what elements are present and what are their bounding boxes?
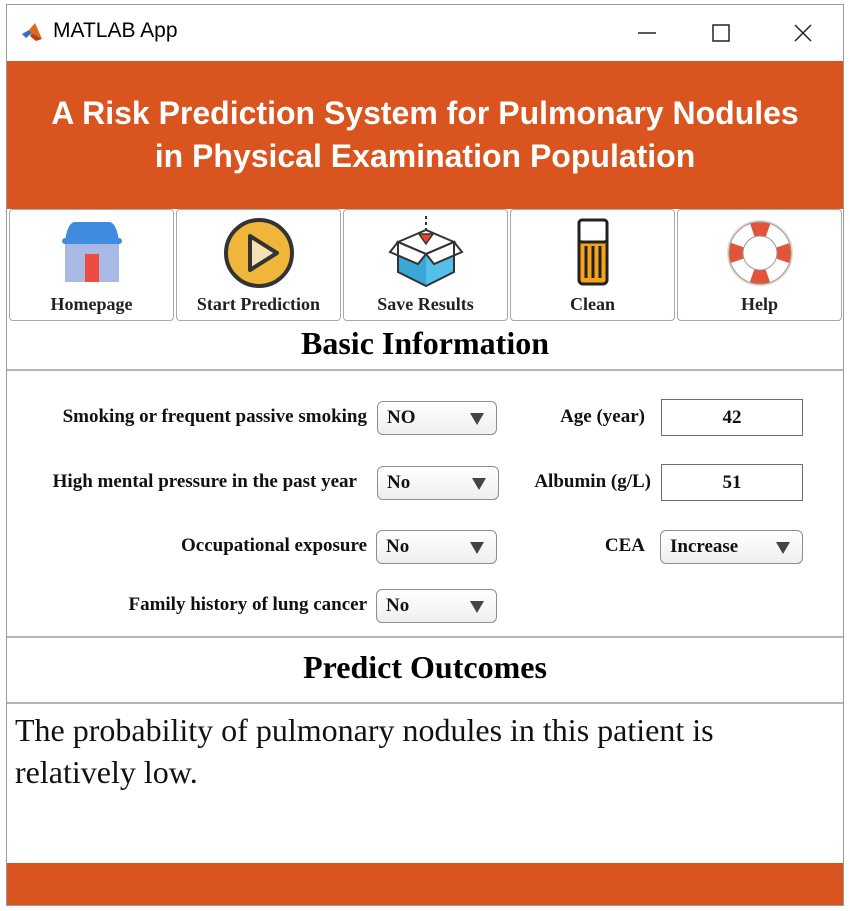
- play-icon: [221, 216, 297, 290]
- maximize-button[interactable]: [691, 13, 751, 53]
- chevron-down-icon: [470, 542, 484, 554]
- predict-outcomes-heading: Predict Outcomes: [303, 649, 547, 685]
- homepage-button[interactable]: [9, 209, 174, 321]
- close-button[interactable]: [773, 13, 833, 53]
- trash-icon: [555, 216, 631, 290]
- lifebuoy-icon: [722, 216, 798, 290]
- matlab-icon: [21, 21, 43, 43]
- page-title: A Risk Prediction System for Pulmonary Nodules in Physical Examination Population: [51, 95, 799, 174]
- chevron-down-icon: [472, 478, 486, 490]
- age-label: Age (year): [560, 406, 645, 427]
- divider: [7, 702, 843, 704]
- start-prediction-label: Start Prediction: [196, 294, 321, 314]
- save-results-label: Save Results: [377, 294, 474, 314]
- app-header: [7, 61, 843, 209]
- occupational-exposure-dropdown[interactable]: [376, 530, 497, 564]
- albumin-input[interactable]: 51: [661, 464, 803, 501]
- home-icon: [54, 216, 130, 290]
- app-window: [6, 4, 844, 906]
- smoking-value: NO: [387, 407, 416, 428]
- occupational-exposure-label: Occupational exposure: [181, 535, 367, 556]
- family-history-label: Family history of lung cancer: [128, 594, 367, 615]
- toolbar: [7, 209, 843, 322]
- divider: [7, 369, 843, 371]
- basic-information-heading: Basic Information: [301, 325, 549, 361]
- albumin-label: Albumin (g/L): [534, 471, 651, 492]
- chevron-down-icon: [470, 601, 484, 613]
- cea-dropdown[interactable]: [660, 530, 803, 564]
- chevron-down-icon: [470, 413, 484, 425]
- close-icon: [793, 23, 813, 43]
- mental-pressure-value: No: [387, 472, 411, 493]
- divider: [7, 636, 843, 638]
- help-label: Help: [740, 294, 778, 314]
- mental-pressure-label: High mental pressure in the past year: [52, 471, 357, 492]
- save-box-icon: [388, 216, 464, 290]
- cea-value: Increase: [670, 536, 739, 557]
- title-bar: [7, 5, 843, 61]
- homepage-label: Homepage: [50, 294, 133, 314]
- age-input[interactable]: 42: [661, 399, 803, 436]
- cea-label: CEA: [604, 535, 645, 556]
- mental-pressure-dropdown[interactable]: [377, 466, 499, 500]
- start-prediction-button[interactable]: [176, 209, 341, 321]
- minimize-button[interactable]: [617, 13, 677, 53]
- save-results-button[interactable]: [343, 209, 508, 321]
- app-footer: [7, 863, 843, 905]
- clean-label: Clean: [570, 294, 615, 314]
- prediction-result-text: The probability of pulmonary nodules in this patient is relatively low.: [15, 712, 714, 790]
- chevron-down-icon: [776, 542, 790, 554]
- clean-button[interactable]: [510, 209, 675, 321]
- family-history-value: No: [386, 595, 410, 616]
- window-title: MATLAB App: [53, 19, 178, 42]
- family-history-dropdown[interactable]: [376, 589, 497, 623]
- smoking-label: Smoking or frequent passive smoking: [62, 406, 367, 427]
- minimize-icon: [637, 23, 657, 43]
- occupational-exposure-value: No: [386, 536, 410, 557]
- maximize-icon: [711, 23, 731, 43]
- help-button[interactable]: [677, 209, 842, 321]
- smoking-dropdown[interactable]: [377, 401, 497, 435]
